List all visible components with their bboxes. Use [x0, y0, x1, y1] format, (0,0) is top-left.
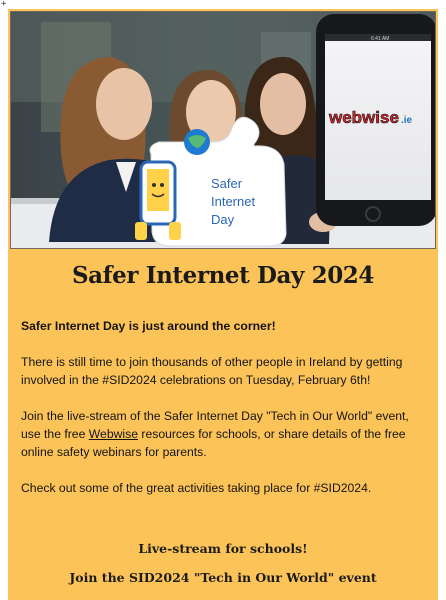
body-copy: [21, 317, 429, 515]
sid-sign-line1: Safer: [211, 176, 243, 191]
paragraph-2: [21, 407, 429, 461]
email-card: [8, 9, 438, 600]
sid-sign-line3: Day: [211, 212, 235, 227]
hero-illustration: [11, 12, 436, 249]
webwise-logo: webwise: [329, 108, 399, 127]
join-event-heading: Join the SID2024 "Tech in Our World" event: [69, 570, 377, 585]
hero-photo: [10, 11, 436, 249]
paragraph-3: Check out some of the great activities taking place for #SID2024.: [21, 481, 372, 495]
paragraph-2-text-end: resources for schools, or share details of the free online safety webinars for parents.: [21, 427, 406, 459]
sid-sign-line2: Internet: [211, 194, 256, 209]
livestream-heading: Live-stream for schools!: [138, 541, 308, 556]
paragraph-2-text-start: Join the live-stream of the Safer Internet Day "Tech in Our World" event, use the free: [21, 409, 409, 441]
webwise-link[interactable]: Webwise: [88, 427, 138, 441]
phone-status-time: 6:41 AM: [371, 36, 390, 42]
webwise-logo-suffix: .ie: [401, 115, 413, 126]
lead-paragraph: Safer Internet Day is just around the corner!: [21, 319, 276, 333]
paragraph-1: There is still time to join thousands of other people in Ireland by getting involved in the #SID2024 celebrations on Tuesday, February 6th!: [21, 355, 403, 387]
headline: Safer Internet Day 2024: [71, 262, 375, 289]
move-handle-icon[interactable]: +: [1, 0, 7, 9]
